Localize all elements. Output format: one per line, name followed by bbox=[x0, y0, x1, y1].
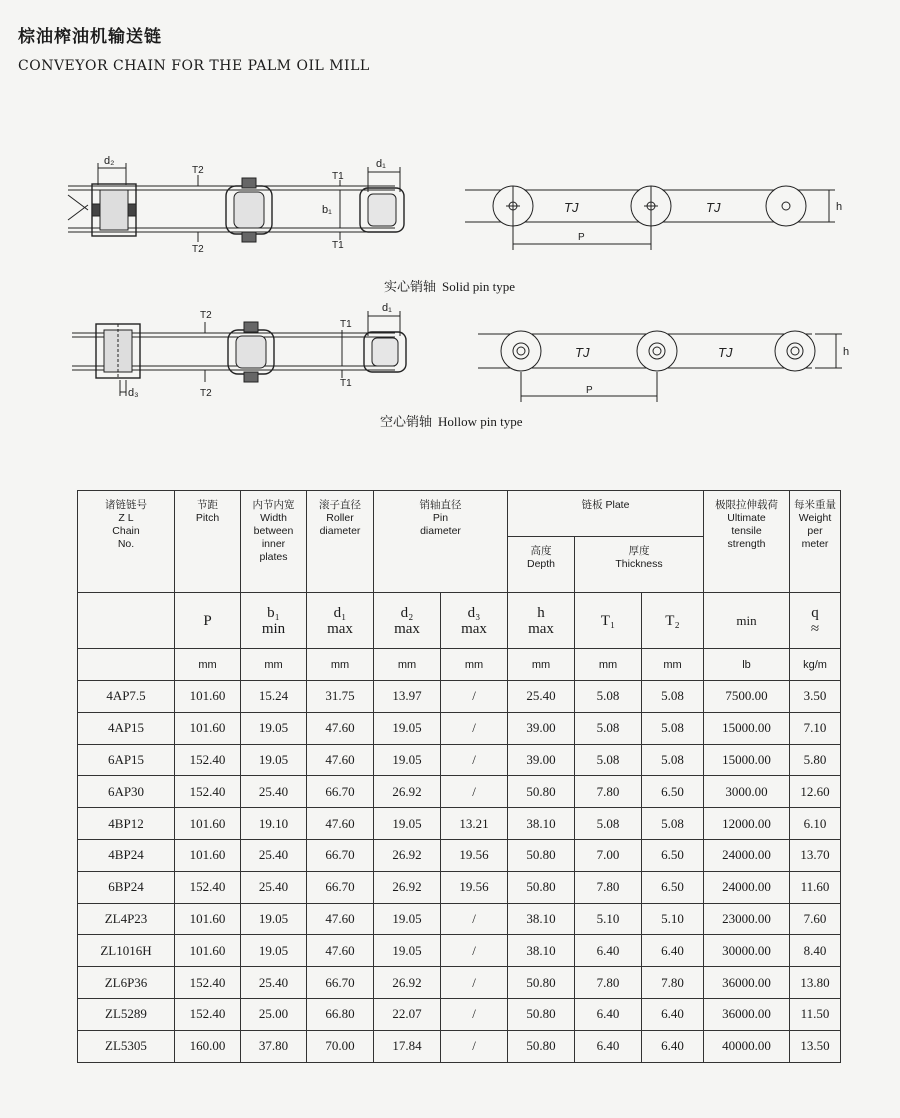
table-cell: 17.84 bbox=[374, 1030, 441, 1062]
table-cell: 6.40 bbox=[642, 998, 704, 1030]
table-cell: 15000.00 bbox=[704, 712, 790, 744]
table-cell: / bbox=[441, 1030, 508, 1062]
table-row bbox=[78, 1030, 841, 1062]
table-cell: 26.92 bbox=[374, 776, 441, 808]
table-cell: 66.80 bbox=[307, 998, 374, 1030]
label-d3-hollow: d₃ bbox=[128, 387, 139, 399]
table-cell: 7.80 bbox=[575, 776, 642, 808]
chain-no-cell: ZL5305 bbox=[78, 1030, 175, 1062]
unit-cell: mm bbox=[241, 649, 307, 681]
table-cell: 47.60 bbox=[307, 935, 374, 967]
table-cell: / bbox=[441, 998, 508, 1030]
table-cell: 13.21 bbox=[441, 808, 508, 840]
table-cell: 66.70 bbox=[307, 776, 374, 808]
table-cell: 101.60 bbox=[175, 935, 241, 967]
solid-pin-front-view bbox=[465, 186, 835, 250]
hollow-pin-side-view bbox=[72, 311, 406, 396]
symbol-q: q ≈ bbox=[790, 593, 841, 649]
table-cell: 5.08 bbox=[642, 744, 704, 776]
table-cell: 152.40 bbox=[175, 744, 241, 776]
table-cell: 6.50 bbox=[642, 839, 704, 871]
table-cell: 13.50 bbox=[790, 1030, 841, 1062]
table-cell: 6.40 bbox=[575, 935, 642, 967]
table-cell: 26.92 bbox=[374, 967, 441, 999]
header-ultimate: 极限拉伸载荷 Ultimate tensile strength bbox=[704, 491, 790, 593]
chain-no-cell: ZL5289 bbox=[78, 998, 175, 1030]
table-cell: 47.60 bbox=[307, 744, 374, 776]
label-h-solid: h bbox=[836, 201, 843, 213]
table-cell: 152.40 bbox=[175, 998, 241, 1030]
label-h-hollow: h bbox=[843, 346, 850, 358]
chain-no-cell: 6AP15 bbox=[78, 744, 175, 776]
table-cell: 5.80 bbox=[790, 744, 841, 776]
table-cell: 5.08 bbox=[575, 681, 642, 713]
table-cell: / bbox=[441, 935, 508, 967]
table-cell: 50.80 bbox=[508, 967, 575, 999]
table-cell: 13.70 bbox=[790, 839, 841, 871]
chain-no-cell: 6AP30 bbox=[78, 776, 175, 808]
unit-cell: mm bbox=[441, 649, 508, 681]
symbol-b1: b₁ min bbox=[241, 593, 307, 649]
label-t1-bottom-solid: T1 bbox=[332, 240, 344, 251]
symbol-d3: d₃ max bbox=[441, 593, 508, 649]
chain-no-cell: 6BP24 bbox=[78, 871, 175, 903]
label-p-hollow: P bbox=[586, 385, 593, 396]
table-cell: 3000.00 bbox=[704, 776, 790, 808]
label-t2-top-hollow: T2 bbox=[200, 310, 212, 321]
table-cell: / bbox=[441, 903, 508, 935]
label-t1-bottom-hollow: T1 bbox=[340, 378, 352, 389]
label-tj-2-hollow: TJ bbox=[718, 345, 733, 360]
table-cell: 50.80 bbox=[508, 871, 575, 903]
table-cell: 13.80 bbox=[790, 967, 841, 999]
label-tj-2-solid: TJ bbox=[706, 200, 721, 215]
caption-solid-pin bbox=[384, 276, 515, 295]
table-row bbox=[78, 998, 841, 1030]
table-cell: 7.80 bbox=[642, 967, 704, 999]
label-t1-top-hollow: T1 bbox=[340, 319, 352, 330]
table-cell: 5.10 bbox=[642, 903, 704, 935]
table-cell: 8.40 bbox=[790, 935, 841, 967]
table-cell: 24000.00 bbox=[704, 871, 790, 903]
unit-blank bbox=[78, 649, 175, 681]
table-cell: 25.40 bbox=[508, 681, 575, 713]
table-row bbox=[78, 681, 841, 713]
table-cell: 30000.00 bbox=[704, 935, 790, 967]
table-cell: 24000.00 bbox=[704, 839, 790, 871]
table-cell: 101.60 bbox=[175, 712, 241, 744]
label-d2-solid: d₂ bbox=[104, 155, 115, 167]
table-cell: 152.40 bbox=[175, 871, 241, 903]
table-cell: 50.80 bbox=[508, 1030, 575, 1062]
table-cell: 5.08 bbox=[575, 712, 642, 744]
table-row bbox=[78, 967, 841, 999]
table-cell: 101.60 bbox=[175, 808, 241, 840]
table-cell: 19.05 bbox=[374, 935, 441, 967]
table-cell: 66.70 bbox=[307, 839, 374, 871]
chain-no-cell: 4AP7.5 bbox=[78, 681, 175, 713]
chain-no-cell: ZL1016H bbox=[78, 935, 175, 967]
unit-cell: kg/m bbox=[790, 649, 841, 681]
table-cell: / bbox=[441, 967, 508, 999]
solid-pin-side-view bbox=[68, 163, 404, 242]
page-title-en: CONVEYOR CHAIN FOR THE PALM OIL MILL bbox=[18, 58, 370, 74]
chain-no-cell: ZL4P23 bbox=[78, 903, 175, 935]
table-cell: 19.05 bbox=[374, 903, 441, 935]
header-width: 内节内宽 Width between inner plates bbox=[241, 491, 307, 593]
label-t1-top-solid: T1 bbox=[332, 171, 344, 182]
table-cell: 36000.00 bbox=[704, 967, 790, 999]
label-b1-solid: b₁ bbox=[322, 204, 332, 216]
header-plate: 链板 Plate bbox=[508, 491, 704, 537]
table-row bbox=[78, 903, 841, 935]
label-t2-bottom-hollow: T2 bbox=[200, 388, 212, 399]
caption-hollow-pin bbox=[380, 411, 523, 430]
table-cell: 5.08 bbox=[642, 681, 704, 713]
table-cell: / bbox=[441, 744, 508, 776]
table-cell: 19.56 bbox=[441, 871, 508, 903]
table-cell: 40000.00 bbox=[704, 1030, 790, 1062]
table-cell: 6.40 bbox=[575, 998, 642, 1030]
table-cell: 13.97 bbox=[374, 681, 441, 713]
table-cell: 19.05 bbox=[241, 903, 307, 935]
table-cell: / bbox=[441, 712, 508, 744]
table-cell: 19.10 bbox=[241, 808, 307, 840]
table-cell: 38.10 bbox=[508, 935, 575, 967]
symbol-t2: T₂ bbox=[642, 593, 704, 649]
label-t2-bottom-solid: T2 bbox=[192, 244, 204, 255]
table-cell: 6.40 bbox=[642, 935, 704, 967]
table-cell: 6.10 bbox=[790, 808, 841, 840]
table-cell: 7.80 bbox=[575, 967, 642, 999]
table-cell: 5.08 bbox=[575, 744, 642, 776]
table-cell: 38.10 bbox=[508, 903, 575, 935]
table-cell: 19.05 bbox=[241, 744, 307, 776]
table-cell: 26.92 bbox=[374, 839, 441, 871]
header-chain-no: 诸链链号 Z L Chain No. bbox=[78, 491, 175, 593]
table-cell: 7.10 bbox=[790, 712, 841, 744]
table-cell: / bbox=[441, 681, 508, 713]
table-cell: 101.60 bbox=[175, 681, 241, 713]
table-cell: 7500.00 bbox=[704, 681, 790, 713]
label-d1-hollow: d₁ bbox=[382, 302, 392, 314]
table-cell: 152.40 bbox=[175, 776, 241, 808]
table-cell: 7.60 bbox=[790, 903, 841, 935]
table-cell: 19.05 bbox=[374, 744, 441, 776]
table-cell: 31.75 bbox=[307, 681, 374, 713]
symbol-t1: T₁ bbox=[575, 593, 642, 649]
page-title-zh: 棕油榨油机输送链 bbox=[18, 27, 162, 47]
table-cell: 12000.00 bbox=[704, 808, 790, 840]
unit-cell: mm bbox=[508, 649, 575, 681]
table-cell: 3.50 bbox=[790, 681, 841, 713]
table-cell: 152.40 bbox=[175, 967, 241, 999]
symbol-d1: d₁ max bbox=[307, 593, 374, 649]
label-tj-1-hollow: TJ bbox=[575, 345, 590, 360]
table-cell: 25.40 bbox=[241, 839, 307, 871]
label-t2-top-solid: T2 bbox=[192, 165, 204, 176]
table-cell: 50.80 bbox=[508, 998, 575, 1030]
symbol-row bbox=[78, 593, 841, 649]
table-cell: 47.60 bbox=[307, 808, 374, 840]
symbol-d2: d₂ max bbox=[374, 593, 441, 649]
unit-cell: mm bbox=[374, 649, 441, 681]
table-cell: 25.00 bbox=[241, 998, 307, 1030]
table-row bbox=[78, 744, 841, 776]
caption-solid-pin-zh: 实心销轴 bbox=[384, 280, 437, 295]
header-thickness: 厚度 Thickness bbox=[575, 537, 704, 593]
table-cell: 7.80 bbox=[575, 871, 642, 903]
chain-no-cell: 4BP24 bbox=[78, 839, 175, 871]
table-cell: 6.40 bbox=[642, 1030, 704, 1062]
unit-cell: mm bbox=[307, 649, 374, 681]
table-row bbox=[78, 935, 841, 967]
table-cell: 19.05 bbox=[241, 712, 307, 744]
table-cell: 47.60 bbox=[307, 712, 374, 744]
table-cell: 22.07 bbox=[374, 998, 441, 1030]
table-row bbox=[78, 712, 841, 744]
unit-cell: lb bbox=[704, 649, 790, 681]
table-cell: 5.10 bbox=[575, 903, 642, 935]
symbol-p: P bbox=[175, 593, 241, 649]
table-cell: 11.50 bbox=[790, 998, 841, 1030]
table-cell: 25.40 bbox=[241, 967, 307, 999]
header-weight: 每米重量 Weight per meter bbox=[790, 491, 841, 593]
table-cell: 101.60 bbox=[175, 903, 241, 935]
table-cell: 6.50 bbox=[642, 776, 704, 808]
label-p-solid: P bbox=[578, 232, 585, 243]
table-cell: 12.60 bbox=[790, 776, 841, 808]
table-cell: 11.60 bbox=[790, 871, 841, 903]
table-cell: 39.00 bbox=[508, 712, 575, 744]
table-cell: 39.00 bbox=[508, 744, 575, 776]
symbol-min: min bbox=[704, 593, 790, 649]
table-cell: 15000.00 bbox=[704, 744, 790, 776]
table-cell: 66.70 bbox=[307, 871, 374, 903]
unit-cell: mm bbox=[175, 649, 241, 681]
table-row bbox=[78, 871, 841, 903]
caption-hollow-pin-en: Hollow pin type bbox=[438, 414, 523, 429]
header-roller: 滚子直径 Roller diameter bbox=[307, 491, 374, 593]
table-cell: 50.80 bbox=[508, 776, 575, 808]
table-row bbox=[78, 808, 841, 840]
table-row bbox=[78, 839, 841, 871]
table-cell: 26.92 bbox=[374, 871, 441, 903]
table-cell: 19.56 bbox=[441, 839, 508, 871]
table-cell: 47.60 bbox=[307, 903, 374, 935]
unit-cell: mm bbox=[642, 649, 704, 681]
table-cell: 36000.00 bbox=[704, 998, 790, 1030]
header-row-1 bbox=[78, 491, 841, 537]
table-cell: 50.80 bbox=[508, 839, 575, 871]
spec-table bbox=[77, 490, 841, 1063]
table-cell: 19.05 bbox=[241, 935, 307, 967]
table-cell: 37.80 bbox=[241, 1030, 307, 1062]
unit-cell: mm bbox=[575, 649, 642, 681]
caption-solid-pin-en: Solid pin type bbox=[442, 279, 515, 294]
table-cell: 15.24 bbox=[241, 681, 307, 713]
header-depth: 高度 Depth bbox=[508, 537, 575, 593]
table-cell: 5.08 bbox=[642, 712, 704, 744]
hollow-pin-front-view bbox=[478, 331, 842, 402]
table-cell: 101.60 bbox=[175, 839, 241, 871]
symbol-h: h max bbox=[508, 593, 575, 649]
label-tj-1-solid: TJ bbox=[564, 200, 579, 215]
unit-row bbox=[78, 649, 841, 681]
symbol-blank bbox=[78, 593, 175, 649]
table-cell: 7.00 bbox=[575, 839, 642, 871]
chain-no-cell: ZL6P36 bbox=[78, 967, 175, 999]
table-cell: 19.05 bbox=[374, 808, 441, 840]
table-cell: 23000.00 bbox=[704, 903, 790, 935]
table-cell: 5.08 bbox=[575, 808, 642, 840]
table-cell: 5.08 bbox=[642, 808, 704, 840]
table-cell: 6.50 bbox=[642, 871, 704, 903]
table-cell: 70.00 bbox=[307, 1030, 374, 1062]
table-cell: 25.40 bbox=[241, 776, 307, 808]
table-cell: 66.70 bbox=[307, 967, 374, 999]
table-cell: 38.10 bbox=[508, 808, 575, 840]
header-pitch: 节距 Pitch bbox=[175, 491, 241, 593]
table-cell: 25.40 bbox=[241, 871, 307, 903]
table-body bbox=[78, 681, 841, 1063]
label-d1-solid: d₁ bbox=[376, 158, 386, 170]
chain-no-cell: 4BP12 bbox=[78, 808, 175, 840]
table-cell: 6.40 bbox=[575, 1030, 642, 1062]
chain-no-cell: 4AP15 bbox=[78, 712, 175, 744]
table-row bbox=[78, 776, 841, 808]
table-cell: 19.05 bbox=[374, 712, 441, 744]
caption-hollow-pin-zh: 空心销轴 bbox=[380, 415, 433, 430]
table-cell: / bbox=[441, 776, 508, 808]
table-cell: 160.00 bbox=[175, 1030, 241, 1062]
header-pin: 销轴直径 Pin diameter bbox=[374, 491, 508, 593]
